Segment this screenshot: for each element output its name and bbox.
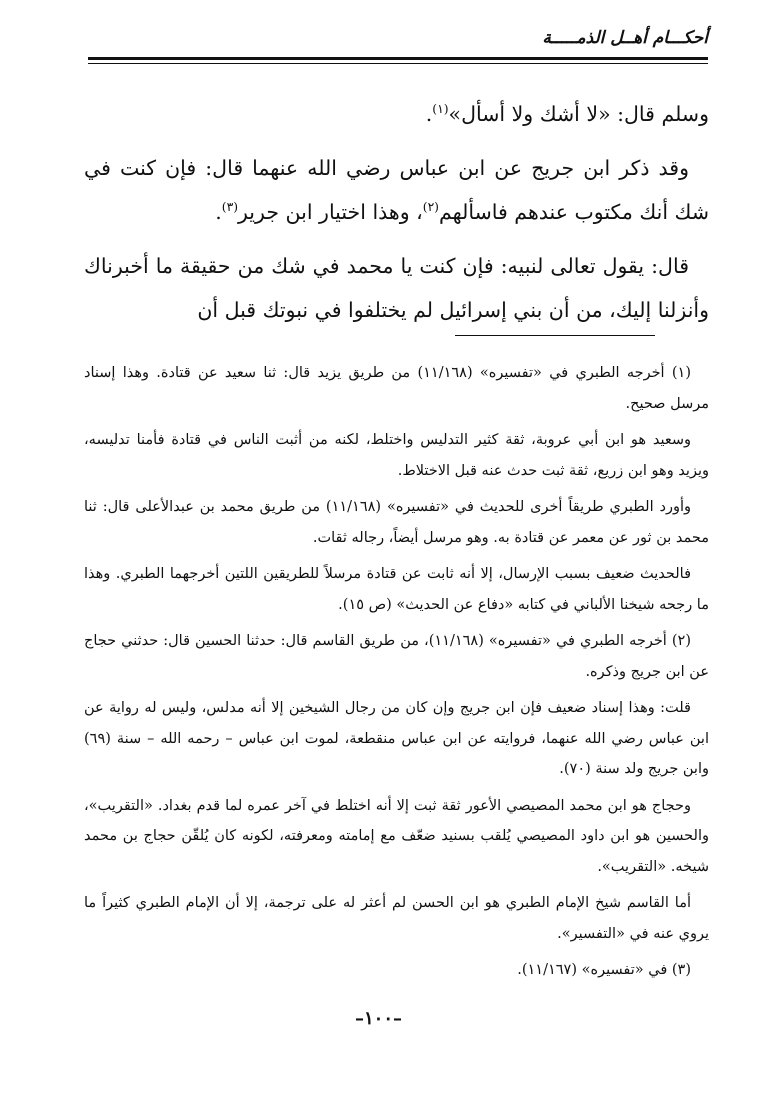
footnote-separator	[455, 335, 655, 336]
main-paragraph-1: وسلم قال: «لا أشك ولا أسأل»$^{(١)}$.	[425, 102, 709, 126]
main-text	[84, 92, 709, 342]
footnote-ref-3[interactable]: (٣)	[221, 200, 238, 215]
footnote-1-note-b: وأورد الطبري طريقاً أخرى للحديث في «تفسيره» (١١/١٦٨) من طريق محمد بن عبدالأعلى قال: ثنا محمد بن ثور عن معمر عن قتادة به. وهو مرسل أيضاً، رجاله ثقات.	[84, 499, 709, 546]
main-paragraph-3: قال: يقول تعالى لنبيه: فإن كنت يا محمد في شك من حقيقة ما أخبرناك وأنزلنا إليك، من أن بني إسرائيل لم يختلفوا في نبوتك قبل أن	[84, 254, 709, 322]
main-paragraph-2: وقد ذكر ابن جريج عن ابن عباس رضي الله عنهما قال: فإن كنت في شك أنك مكتوب عندهم فاسألهم$^{(٢)}$، وهذا اختيار ابن جرير$^{(٣)}$.	[84, 156, 709, 224]
footnote-1-note-c: فالحديث ضعيف بسبب الإرسال، إلا أنه ثابت عن قتادة مرسلاً للطريقين اللتين أخرجهما الطبري. وهذا ما رجحه شيخنا الألباني في كتابه «دفاع عن الحديث» (ص ١٥).	[84, 566, 709, 613]
footnote-ref-2[interactable]: (٢)	[422, 200, 439, 215]
footnote-2-note-a: قلت: وهذا إسناد ضعيف فإن ابن جريج وإن كان من رجال الشيخين إلا أنه مدلس، وليس له رواية عن ابن عباس رضي الله عنهما، فروايته عن ابن عباس منقطعة، لموت ابن عباس – رحمه الله – سنة (٦٩) وابن جريج ولد سنة (٧٠).	[84, 700, 709, 777]
header-rule-thin	[88, 63, 708, 64]
footnote-2: (٢) أخرجه الطبري في «تفسيره» (١١/١٦٨)، من طريق القاسم قال: حدثنا الحسين قال: حدثني حجاج عن ابن جريج وذكره.	[84, 633, 709, 680]
footnote-ref-1[interactable]: (١)	[432, 102, 449, 117]
footnote-2-note-c: أما القاسم شيخ الإمام الطبري هو ابن الحسن لم أعثر له على ترجمة، إلا أن الإمام الطبري كثيراً ما يروي عنه في «التفسير».	[84, 895, 709, 942]
header-rule	[88, 57, 708, 60]
page-number: –١٠٠–	[354, 1008, 402, 1029]
footnote-1: (١) أخرجه الطبري في «تفسيره» (١١/١٦٨) من طريق يزيد قال: ثنا سعيد عن قتادة. وهذا إسناد مرسل صحيح.	[84, 365, 709, 412]
footnote-2-note-b: وحجاج هو ابن محمد المصيصي الأعور ثقة ثبت إلا أنه اختلط في آخر عمره لما قدم بغداد. «التقريب»، والحسين هو ابن داود المصيصي يُلقب بسنيد ضعّف مع إمامته ومعرفته، لكونه كان يُلقّن حجاج بن محمد شيخه. «التقريب».	[84, 797, 709, 875]
footnotes	[84, 358, 709, 992]
running-header: أحكـــام أهــل الذمـــــة	[542, 28, 708, 48]
footnote-1-note-a: وسعيد هو ابن أبي عروبة، ثقة كثير التدليس واختلط، لكنه من أثبت الناس في قتادة فأمنا تدليسه، ويزيد وهو ابن زريع، ثقة ثبت حدث عنه قبل الاختلاط.	[84, 432, 709, 479]
footnote-3: (٣) في «تفسيره» (١١/١٦٧).	[517, 962, 691, 978]
